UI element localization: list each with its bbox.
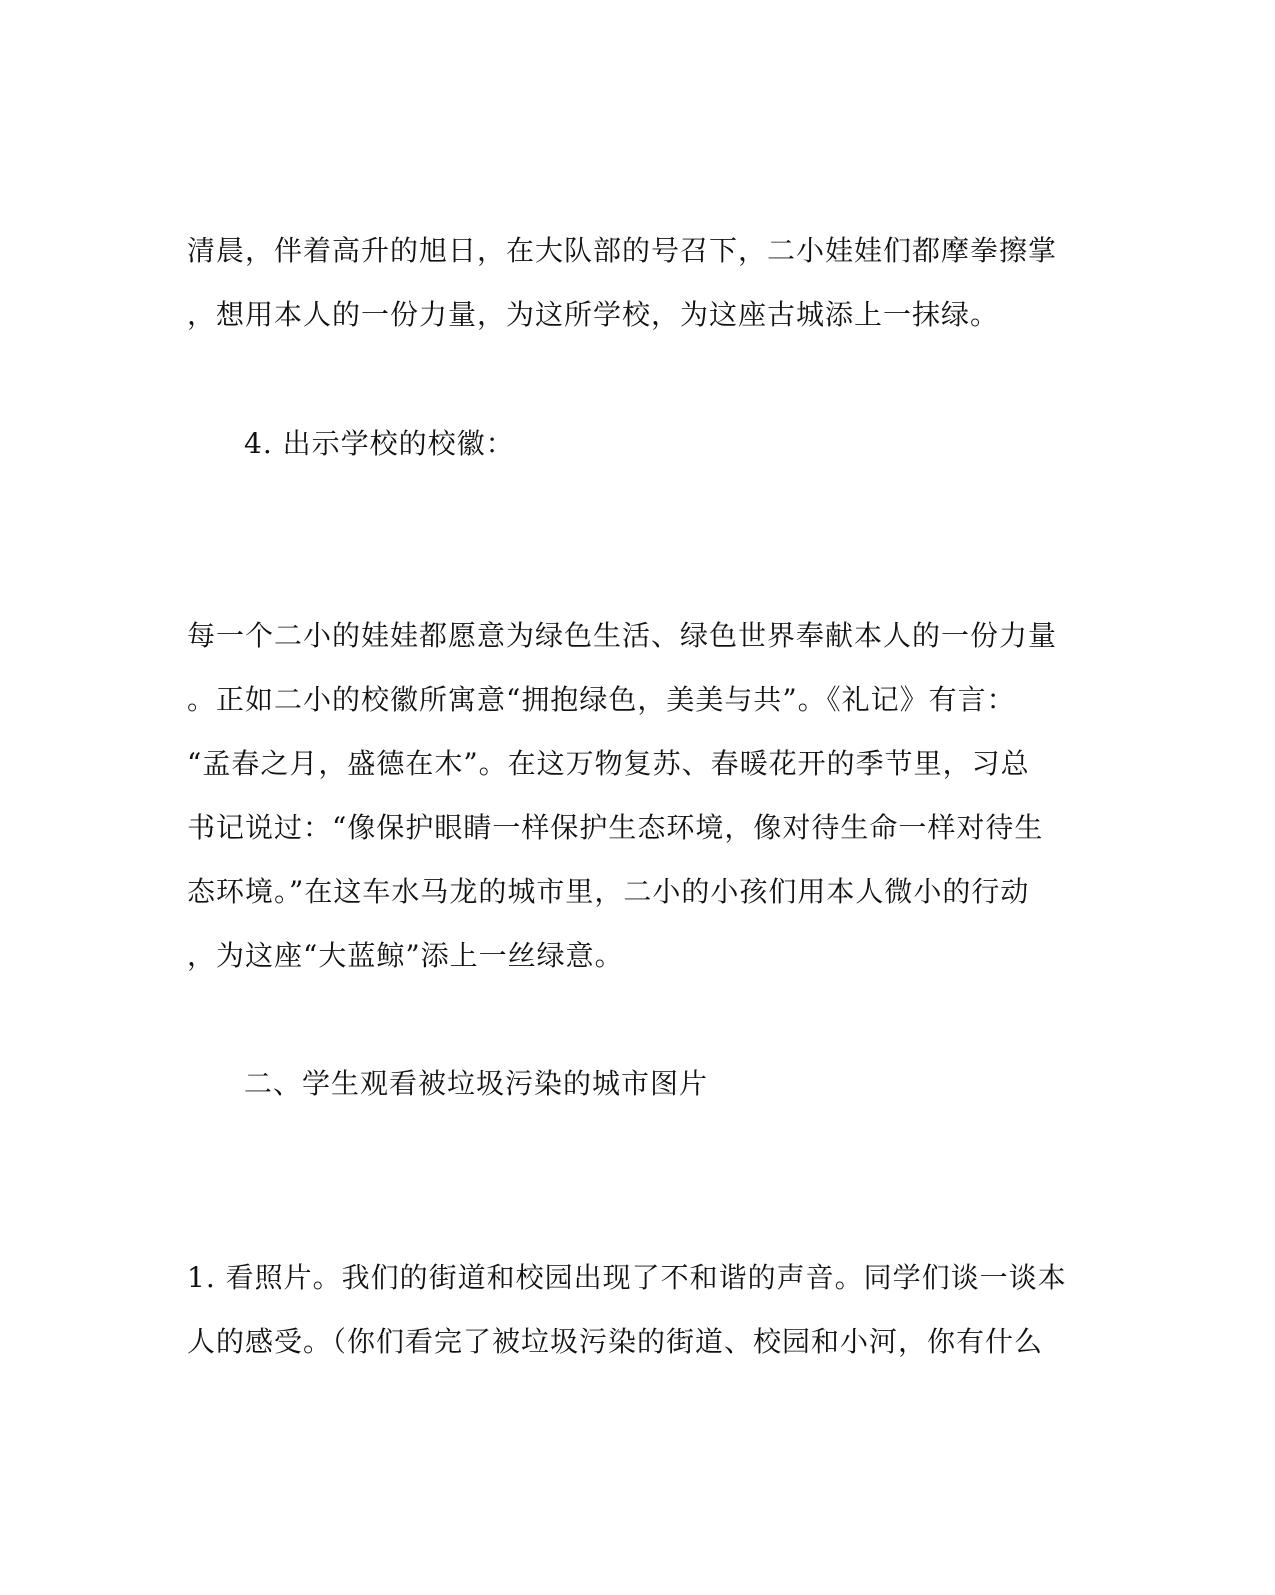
paragraph-line: 书记说过：“像保护眼睛一样保护生态环境，像对待生命一样对待生 — [187, 811, 1044, 844]
paragraph-line: 每一个二小的娃娃都愿意为绿色生活、绿色世界奉献本人的一份力量 — [187, 619, 1058, 652]
paragraph-line: 态环境。”在这车水马龙的城市里，二小的小孩们用本人微小的行动 — [187, 875, 1030, 908]
paragraph-line: 1. 看照片。我们的街道和校园出现了不和谐的声音。同学们谈一谈本 — [187, 1261, 1067, 1294]
section-heading: 4. 出示学校的校徽： — [244, 427, 515, 460]
section-heading: 二、学生观看被垃圾污染的城市图片 — [244, 1067, 709, 1100]
paragraph-line: 清晨，伴着高升的旭日，在大队部的号召下，二小娃娃们都摩拳擦掌 — [187, 234, 1058, 267]
paragraph-line: 。正如二小的校徽所寓意“拥抱绿色，美美与共”。《礼记》有言： — [187, 683, 1016, 716]
paragraph-line: “孟春之月，盛德在木”。在这万物复苏、春暖花开的季节里，习总 — [187, 747, 1030, 780]
paragraph-line: ，为这座“大蓝鲸”添上一丝绿意。 — [187, 939, 624, 972]
paragraph-line: ，想用本人的一份力量，为这所学校，为这座古城添上一抹绿。 — [187, 298, 1000, 331]
paragraph-line: 人的感受。（你们看完了被垃圾污染的街道、校园和小河，你有什么 — [187, 1325, 1044, 1358]
